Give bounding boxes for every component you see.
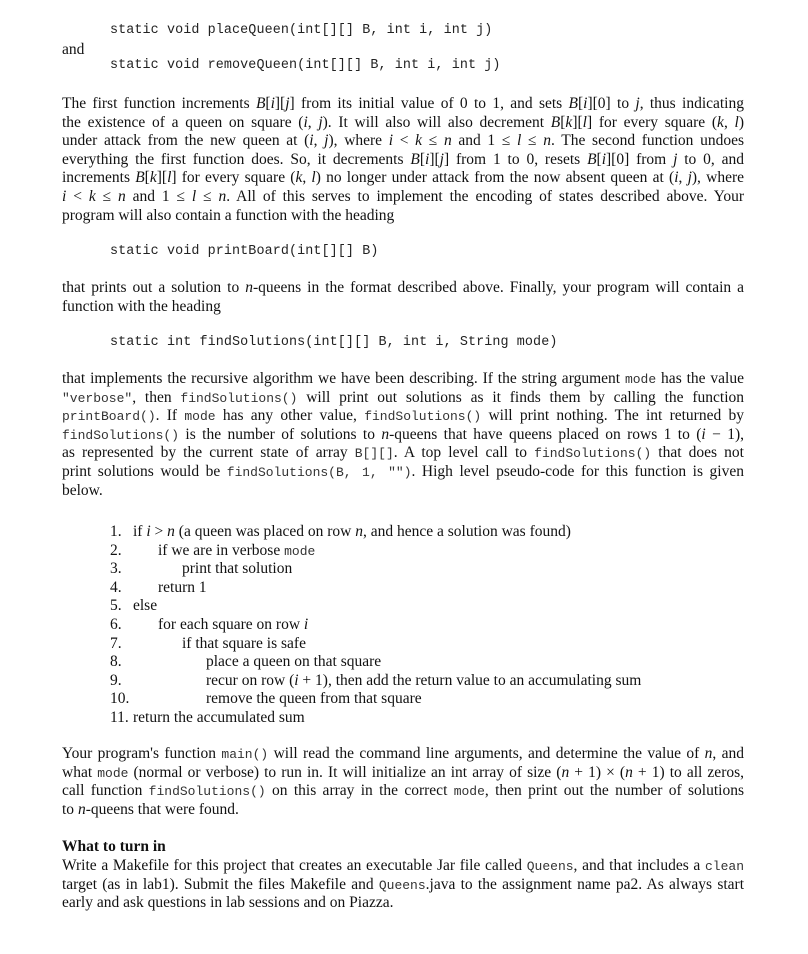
step-text: else xyxy=(133,597,158,615)
step-number: 10. xyxy=(110,690,130,708)
step-text: recur on row (i + 1), then add the return value to an accumulating sum xyxy=(206,671,642,689)
paragraph-place-remove xyxy=(62,95,744,225)
findsolutions-signature: static int findSolutions(int[][] B, int i, String mode) xyxy=(110,335,558,350)
step-number: 7. xyxy=(110,634,122,652)
section-heading-what-to-turn-in: What to turn in xyxy=(62,838,166,855)
placequeen-signature: static void placeQueen(int[][] B, int i, int j) xyxy=(110,23,493,38)
text-line: what mode (normal or verbose) to run in. It will initialize an int array of size (n + 1) × (n + 1) to all zeros, xyxy=(62,763,745,781)
paragraph-findsolutions xyxy=(62,370,744,500)
step-number: 3. xyxy=(110,560,122,578)
text-line: below. xyxy=(62,481,103,499)
step-text: remove the queen from that square xyxy=(206,690,422,708)
text-line: under attack from the new queen at (i, j), where i < k ≤ n and 1 ≤ l ≤ n. The second function undoes xyxy=(62,132,745,150)
text-line: "verbose", then findSolutions() will print out solutions as it finds them by calling the function xyxy=(62,388,745,406)
step-number: 6. xyxy=(110,615,122,633)
removequeen-signature: static void removeQueen(int[][] B, int i, int j) xyxy=(110,58,501,73)
step-text: print that solution xyxy=(182,560,293,578)
step-text: for each square on row i xyxy=(158,615,309,633)
and-connector: and xyxy=(62,41,85,58)
step-text: return 1 xyxy=(158,578,207,596)
pseudo-code-step xyxy=(110,672,710,691)
text-line: that implements the recursive algorithm we have been describing. If the string argument mode has the value xyxy=(62,370,744,387)
text-line: to n-queens that were found. xyxy=(62,800,239,818)
text-line: that prints out a solution to n-queens in the format described above. Finally, your program will contain a xyxy=(62,279,745,296)
text-line: Your program's function main() will read the command line arguments, and determine the value of n, and xyxy=(62,745,744,762)
text-line: the existence of a queen on square (i, j). It will also will also decrement B[k][l] for every square (k, l) xyxy=(62,113,744,131)
text-line: everything the first function does. So, it decrements B[i][j] from 1 to 0, resets B[i][0] from j to 0, and xyxy=(62,150,744,168)
pseudo-code-step xyxy=(110,560,710,579)
paragraph-printboard xyxy=(62,279,744,316)
step-number: 1. xyxy=(110,523,122,540)
text-line: function with the heading xyxy=(62,297,221,315)
pseudo-code-step xyxy=(110,616,710,635)
paragraph-main-function xyxy=(62,745,744,819)
paragraph-turn-in xyxy=(62,857,744,913)
pseudo-code-step xyxy=(110,597,710,616)
text-line: print solutions would be findSolutions(B, 1, ""). High level pseudo-code for this function is given xyxy=(62,462,744,480)
step-text: if i > n (a queen was placed on row n, and hence a solution was found) xyxy=(133,523,571,540)
text-line: as represented by the current state of array B[][]. A top level call to findSolutions() that does not xyxy=(62,444,744,462)
step-text: place a queen on that square xyxy=(206,653,382,671)
text-line: i < k ≤ n and 1 ≤ l ≤ n. All of this serves to implement the encoding of states described above. Your xyxy=(62,187,745,205)
text-line: findSolutions() is the number of solutions to n-queens that have queens placed on rows 1 to (i − 1), xyxy=(62,425,744,443)
text-line: Write a Makefile for this project that creates an executable Jar file called Queens, and that includes a clean xyxy=(62,857,745,874)
text-line: The first function increments B[i][j] from its initial value of 0 to 1, and sets B[i][0] to j, thus indicating xyxy=(62,95,744,112)
step-number: 9. xyxy=(110,671,122,689)
pseudo-code-step xyxy=(110,635,710,654)
step-number: 5. xyxy=(110,597,122,615)
text-line: call function findSolutions() on this array in the correct mode, then print out the number of solutions xyxy=(62,782,744,800)
pseudo-code-list xyxy=(110,523,710,728)
text-line: printBoard(). If mode has any other value, findSolutions() will print nothing. The int returned by xyxy=(62,407,744,425)
text-line: program will also contain a function with the heading xyxy=(62,206,395,224)
pseudo-code-step xyxy=(110,542,710,561)
step-text: if that square is safe xyxy=(182,634,306,652)
text-line: target (as in lab1). Submit the files Makefile and Queens.java to the assignment name pa2. As always start xyxy=(62,875,744,893)
step-number: 8. xyxy=(110,653,122,671)
text-line: early and ask questions in lab sessions and on Piazza. xyxy=(62,894,394,912)
pseudo-code-step xyxy=(110,690,710,709)
pseudo-code-step xyxy=(110,523,710,542)
text-line: increments B[k][l] for every square (k, l) no longer under attack from the now absent queen at (i, j), where xyxy=(62,169,744,187)
step-text: return the accumulated sum xyxy=(133,708,305,726)
pseudo-code-step xyxy=(110,709,710,728)
pseudo-code-step xyxy=(110,653,710,672)
step-number: 4. xyxy=(110,578,122,596)
step-number: 2. xyxy=(110,541,122,559)
step-number: 11. xyxy=(110,708,129,726)
pseudo-code-step xyxy=(110,579,710,598)
printboard-signature: static void printBoard(int[][] B) xyxy=(110,244,379,259)
step-text: if we are in verbose mode xyxy=(158,541,316,559)
